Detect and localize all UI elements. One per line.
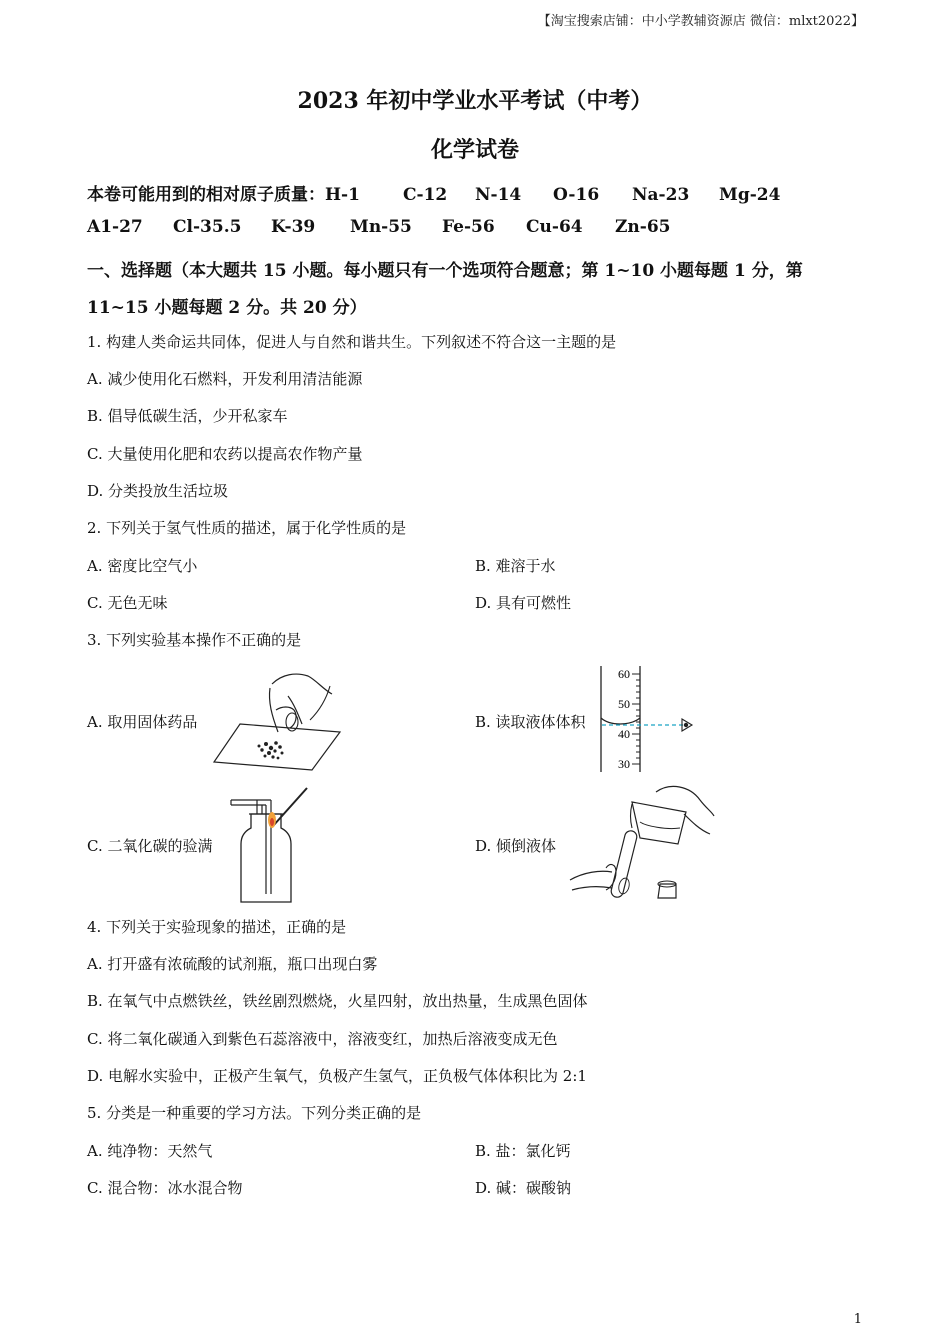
cylinder-tick: 30 bbox=[618, 757, 630, 771]
question-4-option-d: D. 电解水实验中，正极产生氧气，负极产生氢气，正负极气体体积比为 2:1 bbox=[87, 1067, 587, 1085]
graduated-cylinder-figure bbox=[580, 664, 700, 776]
question-1-option-a: A. 减少使用化石燃料，开发利用清洁能源 bbox=[87, 370, 363, 388]
mass-item: O-16 bbox=[553, 185, 600, 205]
question-2-option-b: B. 难溶于水 bbox=[475, 557, 556, 575]
question-1-option-d: D. 分类投放生活垃圾 bbox=[87, 482, 229, 500]
section-heading-line2: 11~15 小题每题 2 分。共 20 分） bbox=[87, 298, 367, 318]
mass-item: K-39 bbox=[271, 217, 316, 237]
question-2-option-c: C. 无色无味 bbox=[87, 594, 168, 612]
question-3-stem: 3. 下列实验基本操作不正确的是 bbox=[87, 631, 302, 649]
question-5-option-a: A. 纯净物：天然气 bbox=[87, 1142, 213, 1160]
mass-item: N-14 bbox=[475, 185, 522, 205]
question-4-option-c: C. 将二氧化碳通入到紫色石蕊溶液中，溶液变红，加热后溶液变成无色 bbox=[87, 1030, 558, 1048]
question-1-stem: 1. 构建人类命运共同体，促进人与自然和谐共生。下列叙述不符合这一主题的是 bbox=[87, 333, 617, 351]
question-3-option-b: B. 读取液体体积 bbox=[475, 713, 586, 731]
section-heading-line1: 一、选择题（本大题共 15 小题。每小题只有一个选项符合题意；第 1~10 小题每题 1 分，第 bbox=[87, 261, 803, 281]
mass-item: Mg-24 bbox=[719, 185, 781, 205]
mass-item: Zn-65 bbox=[615, 217, 671, 237]
exam-subtitle: 化学试卷 bbox=[430, 137, 519, 163]
question-4-option-b: B. 在氧气中点燃铁丝，铁丝剧烈燃烧，火星四射，放出热量，生成黑色固体 bbox=[87, 992, 588, 1010]
atomic-masses-intro: 本卷可能用到的相对原子质量： bbox=[87, 185, 325, 205]
question-2-stem: 2. 下列关于氢气性质的描述，属于化学性质的是 bbox=[87, 519, 407, 537]
question-5-stem: 5. 分类是一种重要的学习方法。下列分类正确的是 bbox=[87, 1104, 422, 1122]
question-3-option-a: A. 取用固体药品 bbox=[87, 713, 198, 731]
pouring-liquid-figure bbox=[566, 782, 716, 910]
mass-item: Fe-56 bbox=[442, 217, 495, 237]
question-2-option-d: D. 具有可燃性 bbox=[475, 594, 572, 612]
cylinder-tick: 40 bbox=[618, 727, 630, 741]
solid-reagent-figure bbox=[212, 666, 342, 772]
question-5-option-b: B. 盐：氯化钙 bbox=[475, 1142, 571, 1160]
page-number: 1 bbox=[853, 1312, 862, 1327]
cylinder-tick: 60 bbox=[618, 667, 630, 681]
mass-item: C-12 bbox=[403, 185, 448, 205]
co2-test-figure bbox=[225, 784, 315, 908]
mass-item: Cu-64 bbox=[526, 217, 583, 237]
header-note: 【淘宝搜索店铺：中小学教辅资源店 微信：mlxt2022】 bbox=[537, 14, 864, 29]
question-5-option-c: C. 混合物：冰水混合物 bbox=[87, 1179, 243, 1197]
exam-title: 2023 年初中学业水平考试（中考） bbox=[297, 88, 653, 114]
mass-item: A1-27 bbox=[87, 217, 143, 237]
cylinder-tick: 50 bbox=[618, 697, 630, 711]
question-4-option-a: A. 打开盛有浓硫酸的试剂瓶，瓶口出现白雾 bbox=[87, 955, 378, 973]
mass-item: Cl-35.5 bbox=[173, 217, 242, 237]
question-2-option-a: A. 密度比空气小 bbox=[87, 557, 198, 575]
question-5-option-d: D. 碱：碳酸钠 bbox=[475, 1179, 572, 1197]
mass-item: H-1 bbox=[325, 185, 360, 205]
question-1-option-b: B. 倡导低碳生活，少开私家车 bbox=[87, 407, 288, 425]
atomic-masses-row2 bbox=[87, 217, 670, 237]
mass-item: Na-23 bbox=[632, 185, 690, 205]
question-4-stem: 4. 下列关于实验现象的描述，正确的是 bbox=[87, 918, 347, 936]
mass-item: Mn-55 bbox=[350, 217, 412, 237]
atomic-masses-row1 bbox=[87, 180, 780, 205]
question-3-option-d: D. 倾倒液体 bbox=[475, 837, 557, 855]
question-1-option-c: C. 大量使用化肥和农药以提高农作物产量 bbox=[87, 445, 363, 463]
question-3-option-c: C. 二氧化碳的验满 bbox=[87, 837, 213, 855]
